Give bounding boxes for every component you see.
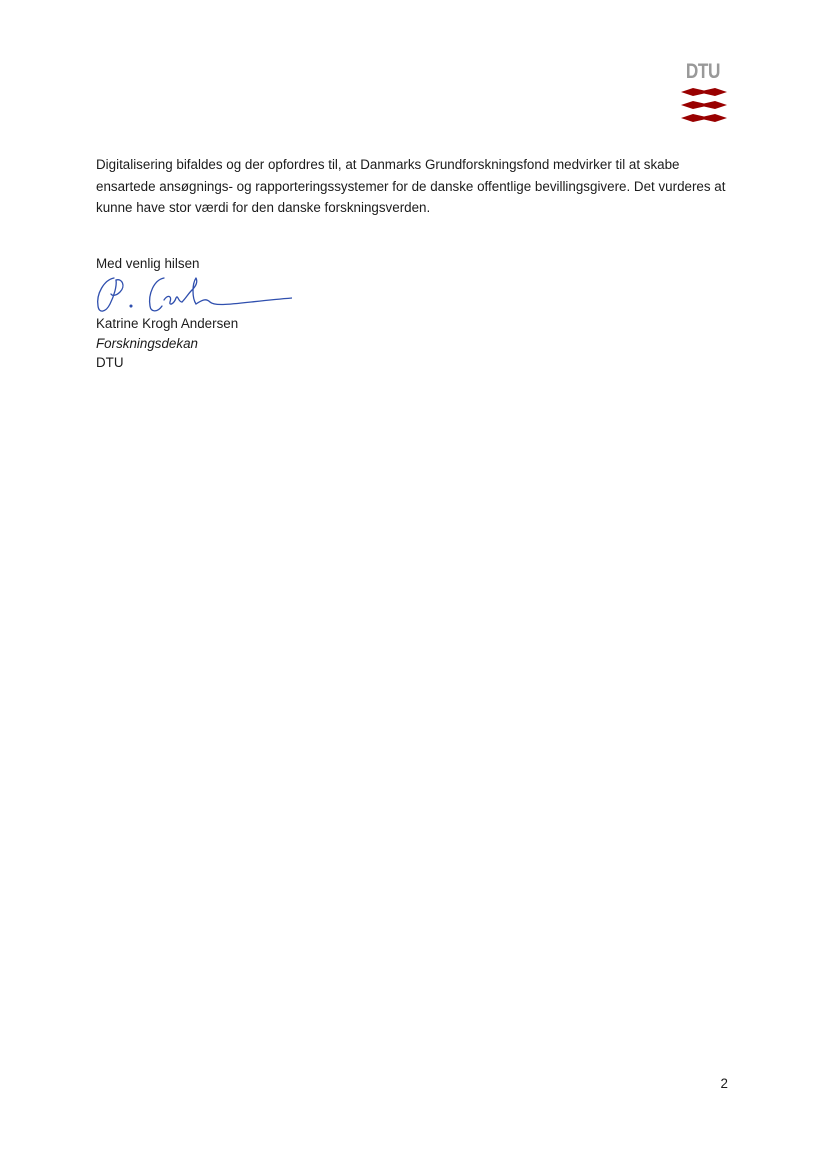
letter-body-paragraph: Digitalisering bifaldes og der opfordres til, at Danmarks Grundforskningsfond medvirker til at skabe ensartede ansøgnings- og rapporteringssystemer for de danske offentlige bevillingsgivere. Det vurderes at kunne have stor værdi for den danske forskningsverden. <box>96 157 726 215</box>
dtu-logo-mark-icon <box>681 87 727 125</box>
signer-name: Katrine Krogh Andersen <box>96 316 239 331</box>
signer-block <box>96 314 238 373</box>
closing-salutation: Med venlig hilsen <box>96 256 200 271</box>
signer-title: Forskningsdekan <box>96 335 198 351</box>
signer-organization: DTU <box>96 355 124 370</box>
page-number: 2 <box>720 1076 728 1091</box>
handwritten-signature <box>92 268 292 318</box>
dtu-logo-text: DTU <box>685 60 721 83</box>
dtu-logo <box>680 60 728 126</box>
